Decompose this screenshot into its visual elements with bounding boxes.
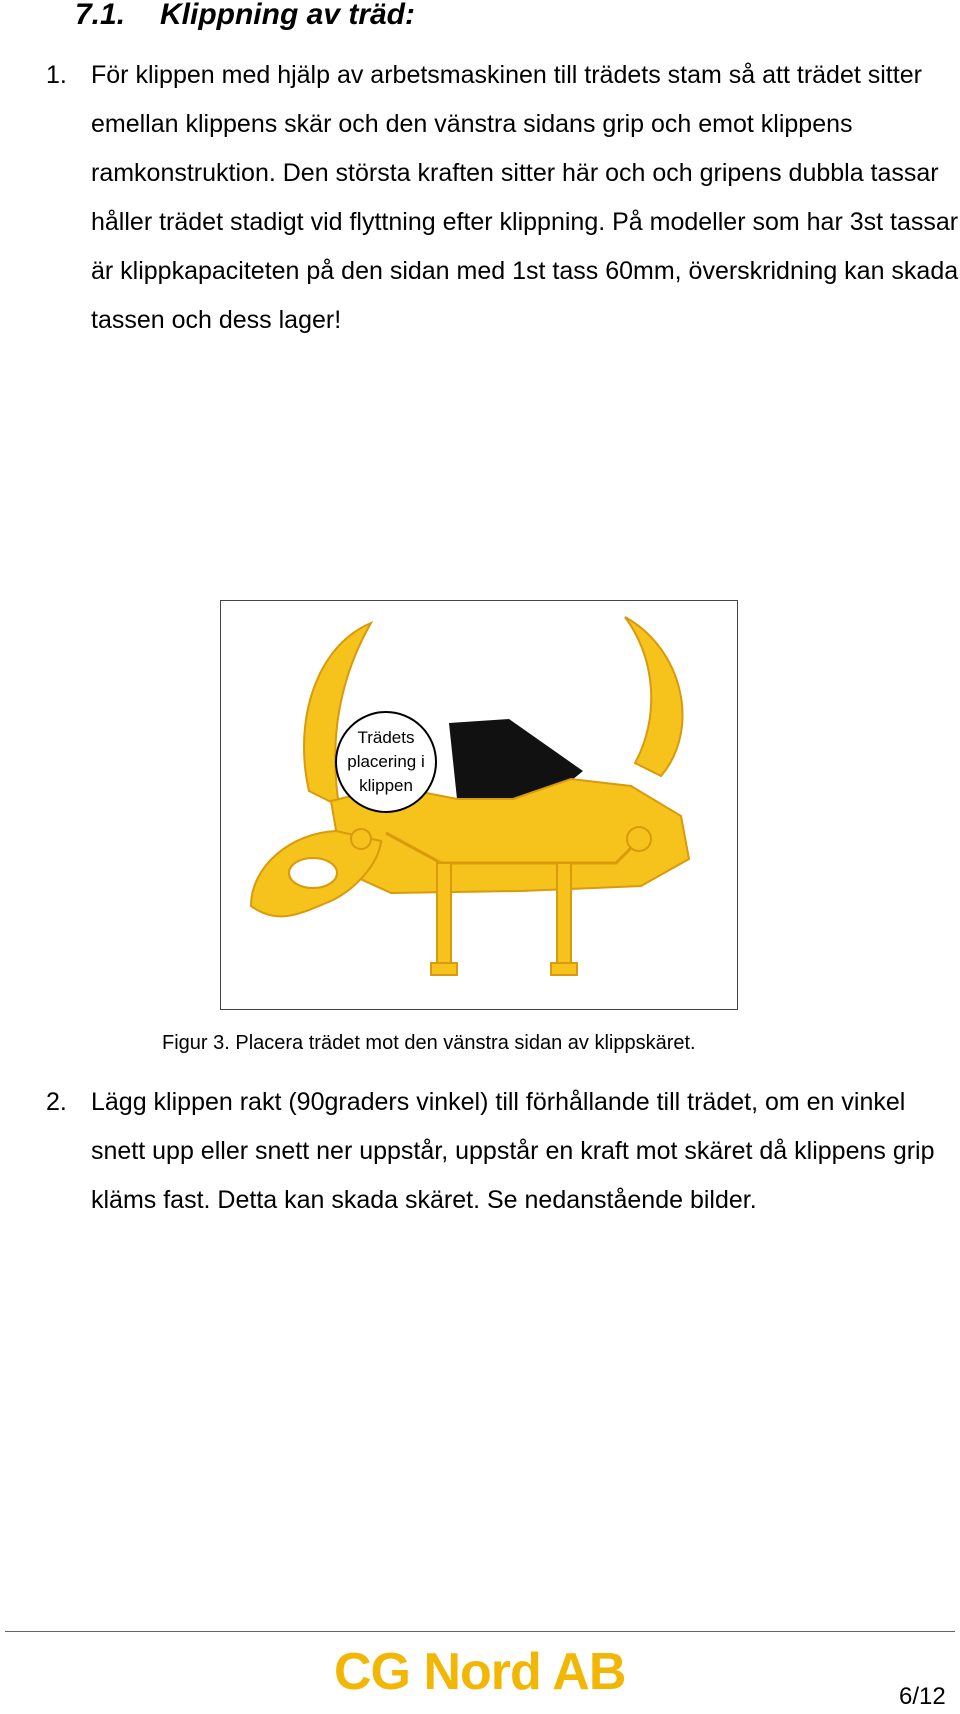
list-item bbox=[0, 51, 960, 345]
section-title: Klippning av träd: bbox=[160, 0, 415, 31]
tree-shear-illustration bbox=[221, 601, 738, 1010]
page-number: 6/12 bbox=[899, 1683, 946, 1710]
pivot-bolt bbox=[627, 827, 651, 851]
section-heading bbox=[75, 0, 415, 30]
mount-leg bbox=[437, 863, 451, 975]
hook-hole bbox=[289, 858, 337, 888]
list-item-text: För klippen med hjälp av arbetsmaskinen till trädets stam så att trädet sitter emellan klippens skär och den vänstra sidans grip och emot klippens ramkonstruktion. Den största kraften sitter här och och gripens dubbla tassar håller trädet stadigt vid flyttning efter klippning. På modeller som har 3st tassar är klippkapaciteten på den sidan med 1st tass 60mm, överskridning kan skada tassen och dess lager! bbox=[91, 61, 959, 334]
section-number: 7.1. bbox=[75, 0, 126, 31]
tree-placement-callout: Trädets placering i klippen bbox=[335, 711, 437, 813]
right-grip-arm bbox=[625, 617, 682, 776]
list-item bbox=[0, 1078, 960, 1225]
list-marker: 2. bbox=[46, 1088, 67, 1116]
footer-divider bbox=[5, 1631, 955, 1632]
mount-leg bbox=[557, 863, 571, 975]
list-item-text: Lägg klippen rakt (90graders vinkel) till förhållande till trädet, om en vinkel snett upp eller snett ner uppstår, uppstår en kraft mot skäret då klippens grip kläms fast. Detta kan skada skäret. Se nedanstående bilder. bbox=[91, 1088, 935, 1214]
figure-frame bbox=[220, 600, 738, 1010]
list-marker: 1. bbox=[46, 61, 67, 89]
company-logo: CG Nord AB bbox=[334, 1643, 626, 1701]
figure-caption: Figur 3. Placera trädet mot den vänstra sidan av klippskäret. bbox=[162, 1032, 696, 1054]
pivot-bolt bbox=[351, 829, 371, 849]
